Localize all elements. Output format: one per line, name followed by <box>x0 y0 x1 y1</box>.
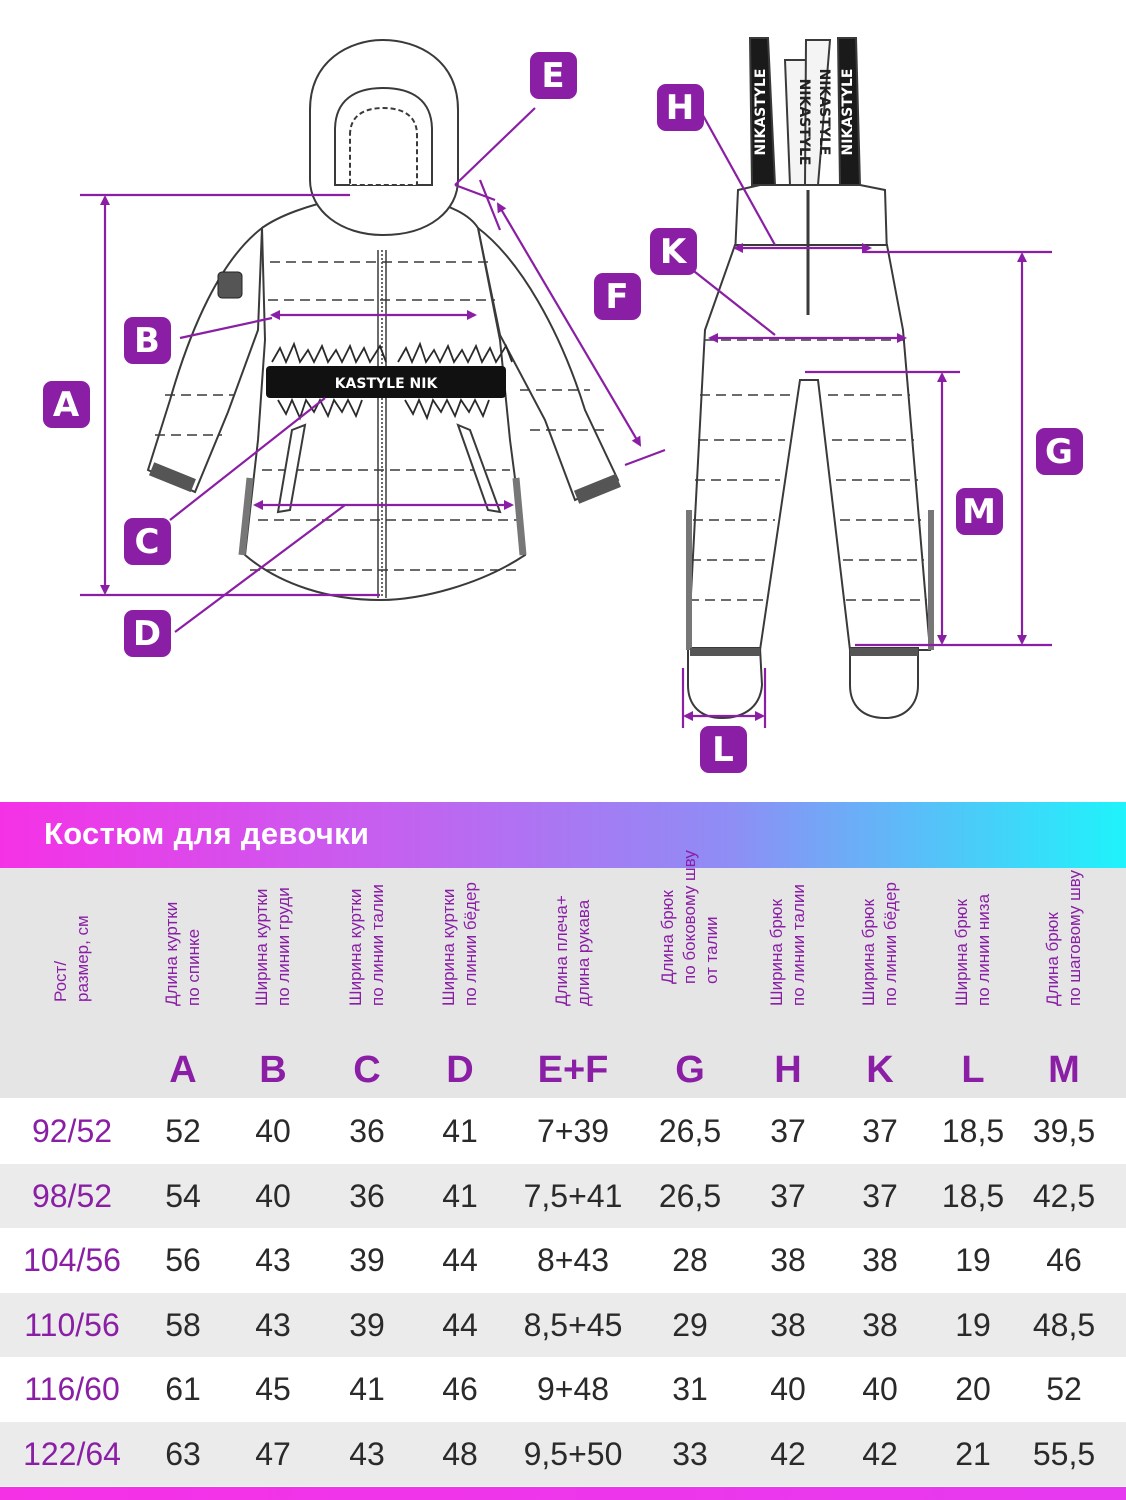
value-cell-c: 36 <box>349 1177 385 1214</box>
label-badge-c <box>124 518 171 565</box>
value-cell-d: 41 <box>442 1177 478 1214</box>
size-cell: 92/52 <box>31 1113 113 1149</box>
table-row <box>0 1293 1126 1357</box>
value-cell-c: 41 <box>349 1371 385 1407</box>
header-col-g <box>643 850 737 1098</box>
header-letter: D <box>446 1049 474 1091</box>
value-cell-h: 38 <box>770 1242 806 1278</box>
header-col-l <box>926 868 1020 1098</box>
label-badge-a <box>43 381 90 428</box>
header-description <box>438 882 482 1006</box>
value-cell-b: 40 <box>255 1177 291 1214</box>
value-cell-m: 48,5 <box>1032 1306 1096 1343</box>
header-letter: M <box>1048 1049 1080 1091</box>
value-cell-l: 19 <box>955 1242 991 1278</box>
value-cell-k: 37 <box>862 1113 898 1149</box>
value-cell-b: 40 <box>255 1113 291 1149</box>
header-col-b <box>226 868 320 1098</box>
size-cell: 116/60 <box>24 1371 120 1407</box>
header-description-line: по спинке <box>184 928 203 1006</box>
header-description <box>551 895 595 1006</box>
header-description-line: по боковому шву <box>680 850 699 984</box>
value-cell-c: 36 <box>349 1113 385 1149</box>
value-cell-a: 61 <box>165 1371 201 1407</box>
header-description-line: по линии бёдер <box>461 882 480 1006</box>
svg-text:NIKASTYLE: NIKASTYLE <box>753 68 769 156</box>
header-description-line: по линии низа <box>974 893 993 1006</box>
value-cell-c: 43 <box>349 1435 385 1472</box>
value-cell-g: 33 <box>672 1435 708 1472</box>
table-row <box>0 1164 1126 1228</box>
svg-text:B: B <box>134 321 160 361</box>
header-description <box>251 887 295 1006</box>
header-letter: A <box>169 1049 197 1091</box>
header-description-line: по линии бёдер <box>881 882 900 1006</box>
table-row <box>0 1099 1126 1163</box>
value-cell-k: 38 <box>862 1306 898 1343</box>
header-description <box>1042 870 1086 1006</box>
header-col-a <box>136 868 230 1098</box>
header-description-line: по линии груди <box>274 887 293 1006</box>
label-badge-b <box>124 317 171 364</box>
value-cell-h: 38 <box>770 1306 806 1343</box>
header-description-line: Ширина куртки <box>252 888 271 1006</box>
header-description-line: Ширина брюк <box>859 899 878 1006</box>
svg-text:D: D <box>132 614 162 654</box>
header-letter: K <box>866 1049 894 1091</box>
svg-text:A: A <box>52 385 80 425</box>
header-col-h <box>741 868 835 1098</box>
svg-text:F: F <box>605 277 629 317</box>
value-cell-k: 40 <box>862 1371 898 1407</box>
value-cell-g: 26,5 <box>658 1113 722 1149</box>
label-badge-e <box>530 52 577 99</box>
value-cell-l: 18,5 <box>941 1177 1005 1214</box>
value-cell-b: 43 <box>255 1306 291 1343</box>
svg-text:M: M <box>962 492 996 532</box>
header-description <box>951 894 995 1006</box>
size-table-header <box>0 850 1126 1098</box>
label-badge-f <box>594 273 641 320</box>
header-col-m <box>1017 868 1111 1098</box>
value-cell-m: 42,5 <box>1032 1177 1096 1214</box>
header-description-line: размер, см <box>73 915 92 1002</box>
svg-text:L: L <box>712 730 734 770</box>
belt-text: KASTYLE NIK <box>334 376 438 392</box>
svg-text:K: K <box>659 232 687 272</box>
header-col-d <box>413 868 507 1098</box>
header-description-line: Ширина куртки <box>439 888 458 1006</box>
header-description <box>766 884 810 1006</box>
value-cell-a: 52 <box>165 1113 201 1149</box>
value-cell-b: 43 <box>255 1242 291 1278</box>
pants-strap-text <box>753 69 856 166</box>
header-description-line: Ширина куртки <box>346 888 365 1006</box>
header-description <box>161 902 205 1006</box>
value-cell-l: 21 <box>955 1435 991 1472</box>
size-cell: 122/64 <box>23 1435 121 1472</box>
header-description-line: Длина брюк <box>1043 912 1062 1006</box>
value-cell-a: 63 <box>165 1435 201 1472</box>
header-description-line: Длина плеча+ <box>552 895 571 1006</box>
label-badge-g <box>1036 428 1083 475</box>
value-cell-g: 28 <box>672 1242 708 1278</box>
svg-text:NIKASTYLE: NIKASTYLE <box>840 68 856 156</box>
header-description-line: по шаговому шву <box>1065 870 1084 1006</box>
value-cell-g: 26,5 <box>658 1177 722 1214</box>
pants-right-foot <box>850 648 918 718</box>
size-cell: 98/52 <box>31 1177 113 1214</box>
value-cell-ef: 9+48 <box>536 1371 610 1407</box>
value-cell-b: 45 <box>255 1371 291 1407</box>
header-description <box>858 882 902 1006</box>
value-cell-k: 38 <box>862 1242 898 1278</box>
pants-left-foot <box>688 648 762 718</box>
svg-text:C: C <box>134 522 160 562</box>
banner-title: Костюм для девочки <box>44 816 370 851</box>
header-letter: E+F <box>537 1049 609 1091</box>
label-badge-l <box>700 726 747 773</box>
header-description-line: Длина куртки <box>162 901 181 1006</box>
jacket-body <box>245 200 525 600</box>
value-cell-k: 42 <box>862 1435 898 1472</box>
value-cell-m: 55,5 <box>1032 1435 1096 1472</box>
value-cell-d: 41 <box>442 1113 478 1149</box>
label-badge-d <box>124 610 171 657</box>
value-cell-h: 42 <box>770 1435 806 1472</box>
svg-text:E: E <box>541 56 565 96</box>
value-cell-g: 29 <box>672 1306 708 1343</box>
header-description-line: по линии талии <box>789 884 808 1006</box>
bottom-accent-bar <box>0 1487 1126 1500</box>
table-row <box>0 1228 1126 1292</box>
label-badge-k <box>650 228 697 275</box>
header-description-line: Ширина брюк <box>767 899 786 1006</box>
value-cell-c: 39 <box>349 1242 385 1278</box>
table-row <box>0 1422 1126 1486</box>
header-description-line: по линии талии <box>368 884 387 1006</box>
value-cell-m: 39,5 <box>1032 1113 1096 1149</box>
header-col-size <box>25 868 119 1098</box>
value-cell-g: 31 <box>672 1371 708 1407</box>
header-letter: H <box>774 1049 802 1091</box>
value-cell-d: 44 <box>442 1306 478 1343</box>
value-cell-a: 56 <box>165 1242 201 1278</box>
value-cell-m: 52 <box>1046 1371 1082 1407</box>
header-col-ef <box>526 868 620 1098</box>
header-description-line: длина рукава <box>574 899 593 1006</box>
header-letter: B <box>259 1049 287 1091</box>
value-cell-d: 46 <box>442 1371 478 1407</box>
header-description-line: Длина брюк <box>658 890 677 984</box>
value-cell-c: 39 <box>349 1306 385 1343</box>
title-banner <box>0 802 1126 868</box>
table-row <box>0 1357 1126 1421</box>
value-cell-l: 18,5 <box>941 1113 1005 1149</box>
header-description-line: Рост/ <box>51 960 70 1002</box>
value-cell-a: 58 <box>165 1306 201 1343</box>
value-cell-m: 46 <box>1046 1242 1082 1278</box>
header-description-line: от талии <box>702 916 721 984</box>
value-cell-ef: 7+39 <box>536 1113 610 1149</box>
jacket-drawing <box>148 40 618 600</box>
size-cell: 104/56 <box>23 1242 121 1278</box>
value-cell-d: 48 <box>442 1435 478 1472</box>
label-badge-m <box>956 488 1003 535</box>
value-cell-l: 19 <box>955 1306 991 1343</box>
header-col-k <box>833 868 927 1098</box>
value-cell-ef: 8,5+45 <box>523 1306 623 1343</box>
value-cell-ef: 9,5+50 <box>523 1435 623 1472</box>
value-cell-a: 54 <box>165 1177 201 1214</box>
header-col-c <box>320 868 414 1098</box>
sleeve-patch <box>218 272 242 298</box>
value-cell-h: 37 <box>770 1113 806 1149</box>
value-cell-l: 20 <box>955 1371 991 1407</box>
value-cell-h: 37 <box>770 1177 806 1214</box>
header-description-line: Ширина брюк <box>952 899 971 1006</box>
value-cell-k: 37 <box>862 1177 898 1214</box>
header-description <box>345 884 389 1006</box>
svg-text:H: H <box>665 88 695 128</box>
svg-text:NIKASTYLE: NIKASTYLE <box>816 68 832 156</box>
size-cell: 110/56 <box>24 1306 120 1343</box>
value-cell-b: 47 <box>255 1435 291 1472</box>
header-letter: G <box>675 1049 705 1091</box>
svg-text:G: G <box>1045 432 1073 472</box>
header-description <box>50 915 94 1002</box>
value-cell-h: 40 <box>770 1371 806 1407</box>
header-letter: C <box>353 1049 381 1091</box>
value-cell-d: 44 <box>442 1242 478 1278</box>
svg-text:NIKASTYLE: NIKASTYLE <box>796 78 812 166</box>
value-cell-ef: 8+43 <box>536 1242 610 1278</box>
header-description <box>657 850 723 984</box>
header-letter: L <box>961 1049 985 1091</box>
value-cell-ef: 7,5+41 <box>523 1177 623 1214</box>
label-badge-h <box>657 84 704 131</box>
